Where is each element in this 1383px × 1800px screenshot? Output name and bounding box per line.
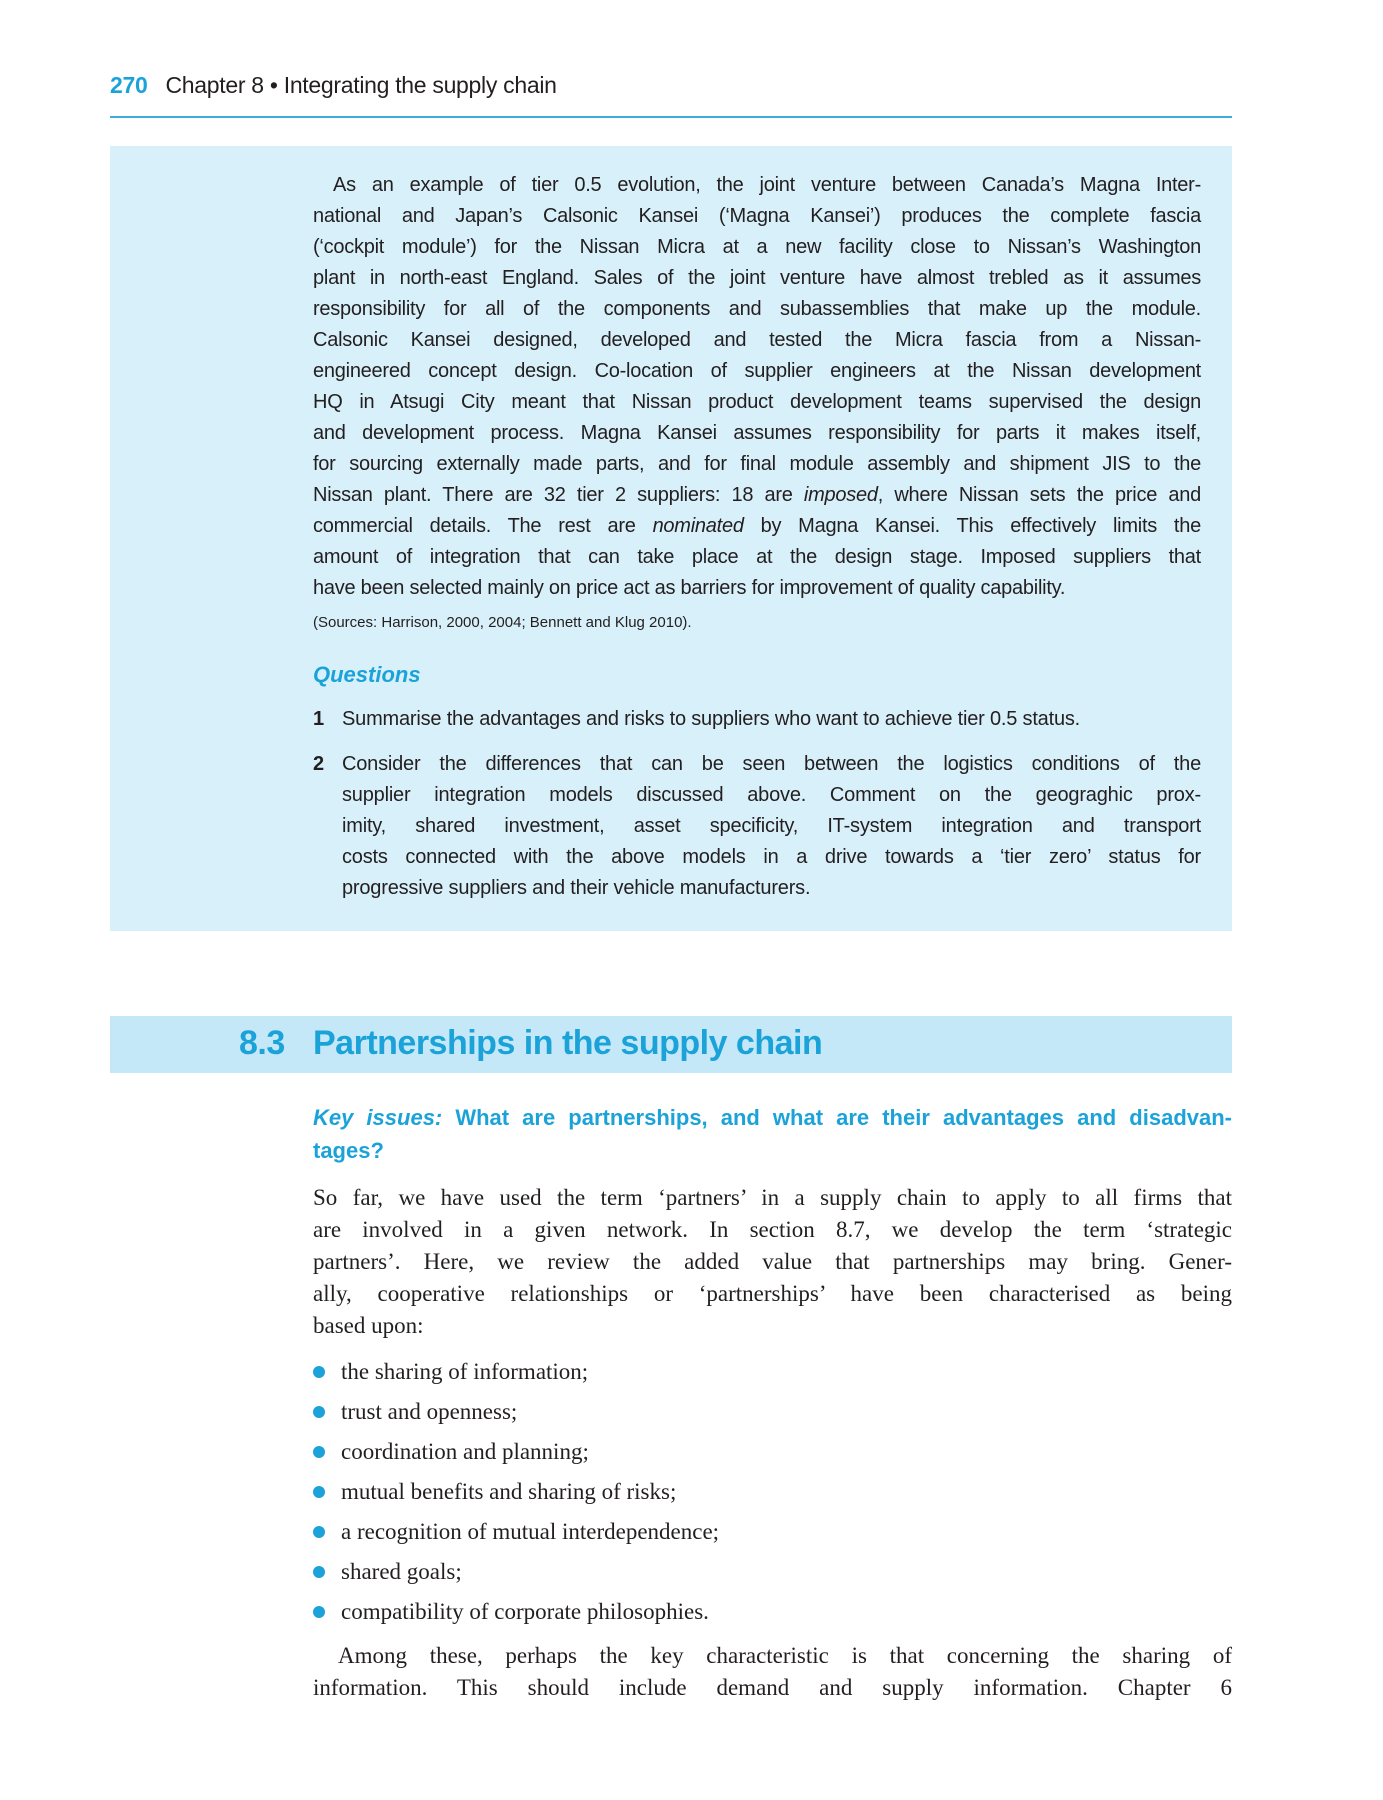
body-text-line: information. This should include demand and supply information. Chapter 6	[313, 1675, 1232, 1700]
questions-heading: Questions	[313, 662, 421, 687]
question-line: costs connected with the above models in a drive towards a ‘tier zero’ status for	[342, 846, 1201, 868]
case-text-line: HQ in Atsugi City meant that Nissan product development teams supervised the design	[313, 391, 1201, 413]
key-issues-text: What are partnerships, and what are their advantages and disadvan-	[455, 1105, 1232, 1130]
sources-note: (Sources: Harrison, 2000, 2004; Bennett and Klug 2010).	[313, 614, 692, 631]
bullet-item	[313, 1596, 709, 1628]
text-segment: , where Nissan sets the price and	[877, 484, 1201, 506]
question-line: progressive suppliers and their vehicle manufacturers.	[342, 877, 811, 899]
question-line: imity, shared investment, asset specificity, IT-system integration and transport	[342, 815, 1201, 837]
text-segment: Nissan plant. There are 32 tier 2 suppliers: 18 are	[313, 484, 804, 506]
body-text-line: So far, we have used the term ‘partners’ in a supply chain to apply to all firms that	[313, 1185, 1232, 1210]
bullet-icon	[313, 1526, 325, 1538]
bullet-item	[313, 1436, 589, 1468]
bullet-item	[313, 1516, 719, 1548]
bullet-text: mutual benefits and sharing of risks;	[341, 1479, 677, 1504]
bullet-item	[313, 1556, 462, 1588]
bullet-text: compatibility of corporate philosophies.	[341, 1599, 709, 1624]
bullet-text: the sharing of information;	[341, 1359, 589, 1384]
running-title: Chapter 8 • Integrating the supply chain	[165, 72, 557, 98]
bullet-icon	[313, 1486, 325, 1498]
body-text-line: based upon:	[313, 1313, 424, 1338]
key-issues-label: Key issues:	[313, 1105, 443, 1130]
question-number: 2	[313, 753, 325, 775]
bullet-icon	[313, 1406, 325, 1418]
question-number: 1	[313, 708, 325, 730]
bullet-text: a recognition of mutual interdependence;	[341, 1519, 720, 1544]
body-text-line: partners’. Here, we review the added value that partnerships may bring. Gener-	[313, 1249, 1232, 1274]
case-text-line: As an example of tier 0.5 evolution, the joint venture between Canada’s Magna Inter-	[333, 174, 1201, 196]
section-number: 8.3	[239, 1024, 285, 1062]
bullet-icon	[313, 1606, 325, 1618]
case-text-line: national and Japan’s Calsonic Kansei (‘Magna Kansei’) produces the complete fascia	[313, 205, 1201, 227]
section-title: Partnerships in the supply chain	[313, 1024, 823, 1062]
case-text-line: have been selected mainly on price act as barriers for improvement of quality capability.	[313, 577, 1066, 599]
case-text-line	[313, 480, 1201, 511]
case-text-line: and development process. Magna Kansei assumes responsibility for parts it makes itself,	[313, 422, 1201, 444]
running-header	[110, 72, 557, 99]
case-text-line	[313, 511, 1201, 542]
key-issues-line: tages?	[313, 1138, 384, 1163]
body-text-line: ally, cooperative relationships or ‘partnerships’ have been characterised as being	[313, 1281, 1232, 1306]
case-text-line: amount of integration that can take place at the design stage. Imposed suppliers that	[313, 546, 1201, 568]
case-text-line: Calsonic Kansei designed, developed and tested the Micra fascia from a Nissan-	[313, 329, 1201, 351]
italic-term: imposed	[803, 484, 878, 506]
question-line: Consider the differences that can be seen between the logistics conditions of the	[342, 753, 1201, 775]
italic-term: nominated	[652, 515, 744, 537]
key-issues-line	[313, 1101, 1232, 1134]
case-text-line: engineered concept design. Co-location of supplier engineers at the Nissan development	[313, 360, 1201, 382]
header-rule	[110, 116, 1232, 118]
case-text-line: responsibility for all of the components and subassemblies that make up the module.	[313, 298, 1201, 320]
body-text-line: Among these, perhaps the key characteristic is that concerning the sharing of	[338, 1643, 1232, 1668]
bullet-text: coordination and planning;	[341, 1439, 589, 1464]
question-line: Summarise the advantages and risks to suppliers who want to achieve tier 0.5 status.	[342, 708, 1081, 730]
case-text-line: (‘cockpit module’) for the Nissan Micra at a new facility close to Nissan’s Washington	[313, 236, 1201, 258]
bullet-item	[313, 1476, 676, 1508]
bullet-item	[313, 1356, 588, 1388]
question-line: supplier integration models discussed above. Comment on the geograghic prox-	[342, 784, 1201, 806]
bullet-item	[313, 1396, 517, 1428]
page-number: 270	[110, 72, 148, 98]
section-heading-band	[110, 1016, 1232, 1073]
body-text-line: are involved in a given network. In section 8.7, we develop the term ‘strategic	[313, 1217, 1232, 1242]
text-segment: commercial details. The rest are	[313, 515, 653, 537]
bullet-text: shared goals;	[341, 1559, 462, 1584]
bullet-icon	[313, 1446, 325, 1458]
bullet-icon	[313, 1366, 325, 1378]
bullet-icon	[313, 1566, 325, 1578]
text-segment: by Magna Kansei. This effectively limits the	[743, 515, 1201, 537]
bullet-text: trust and openness;	[341, 1399, 518, 1424]
case-text-line: for sourcing externally made parts, and for final module assembly and shipment JIS to the	[313, 453, 1201, 475]
case-text-line: plant in north-east England. Sales of the joint venture have almost trebled as it assumes	[313, 267, 1201, 289]
